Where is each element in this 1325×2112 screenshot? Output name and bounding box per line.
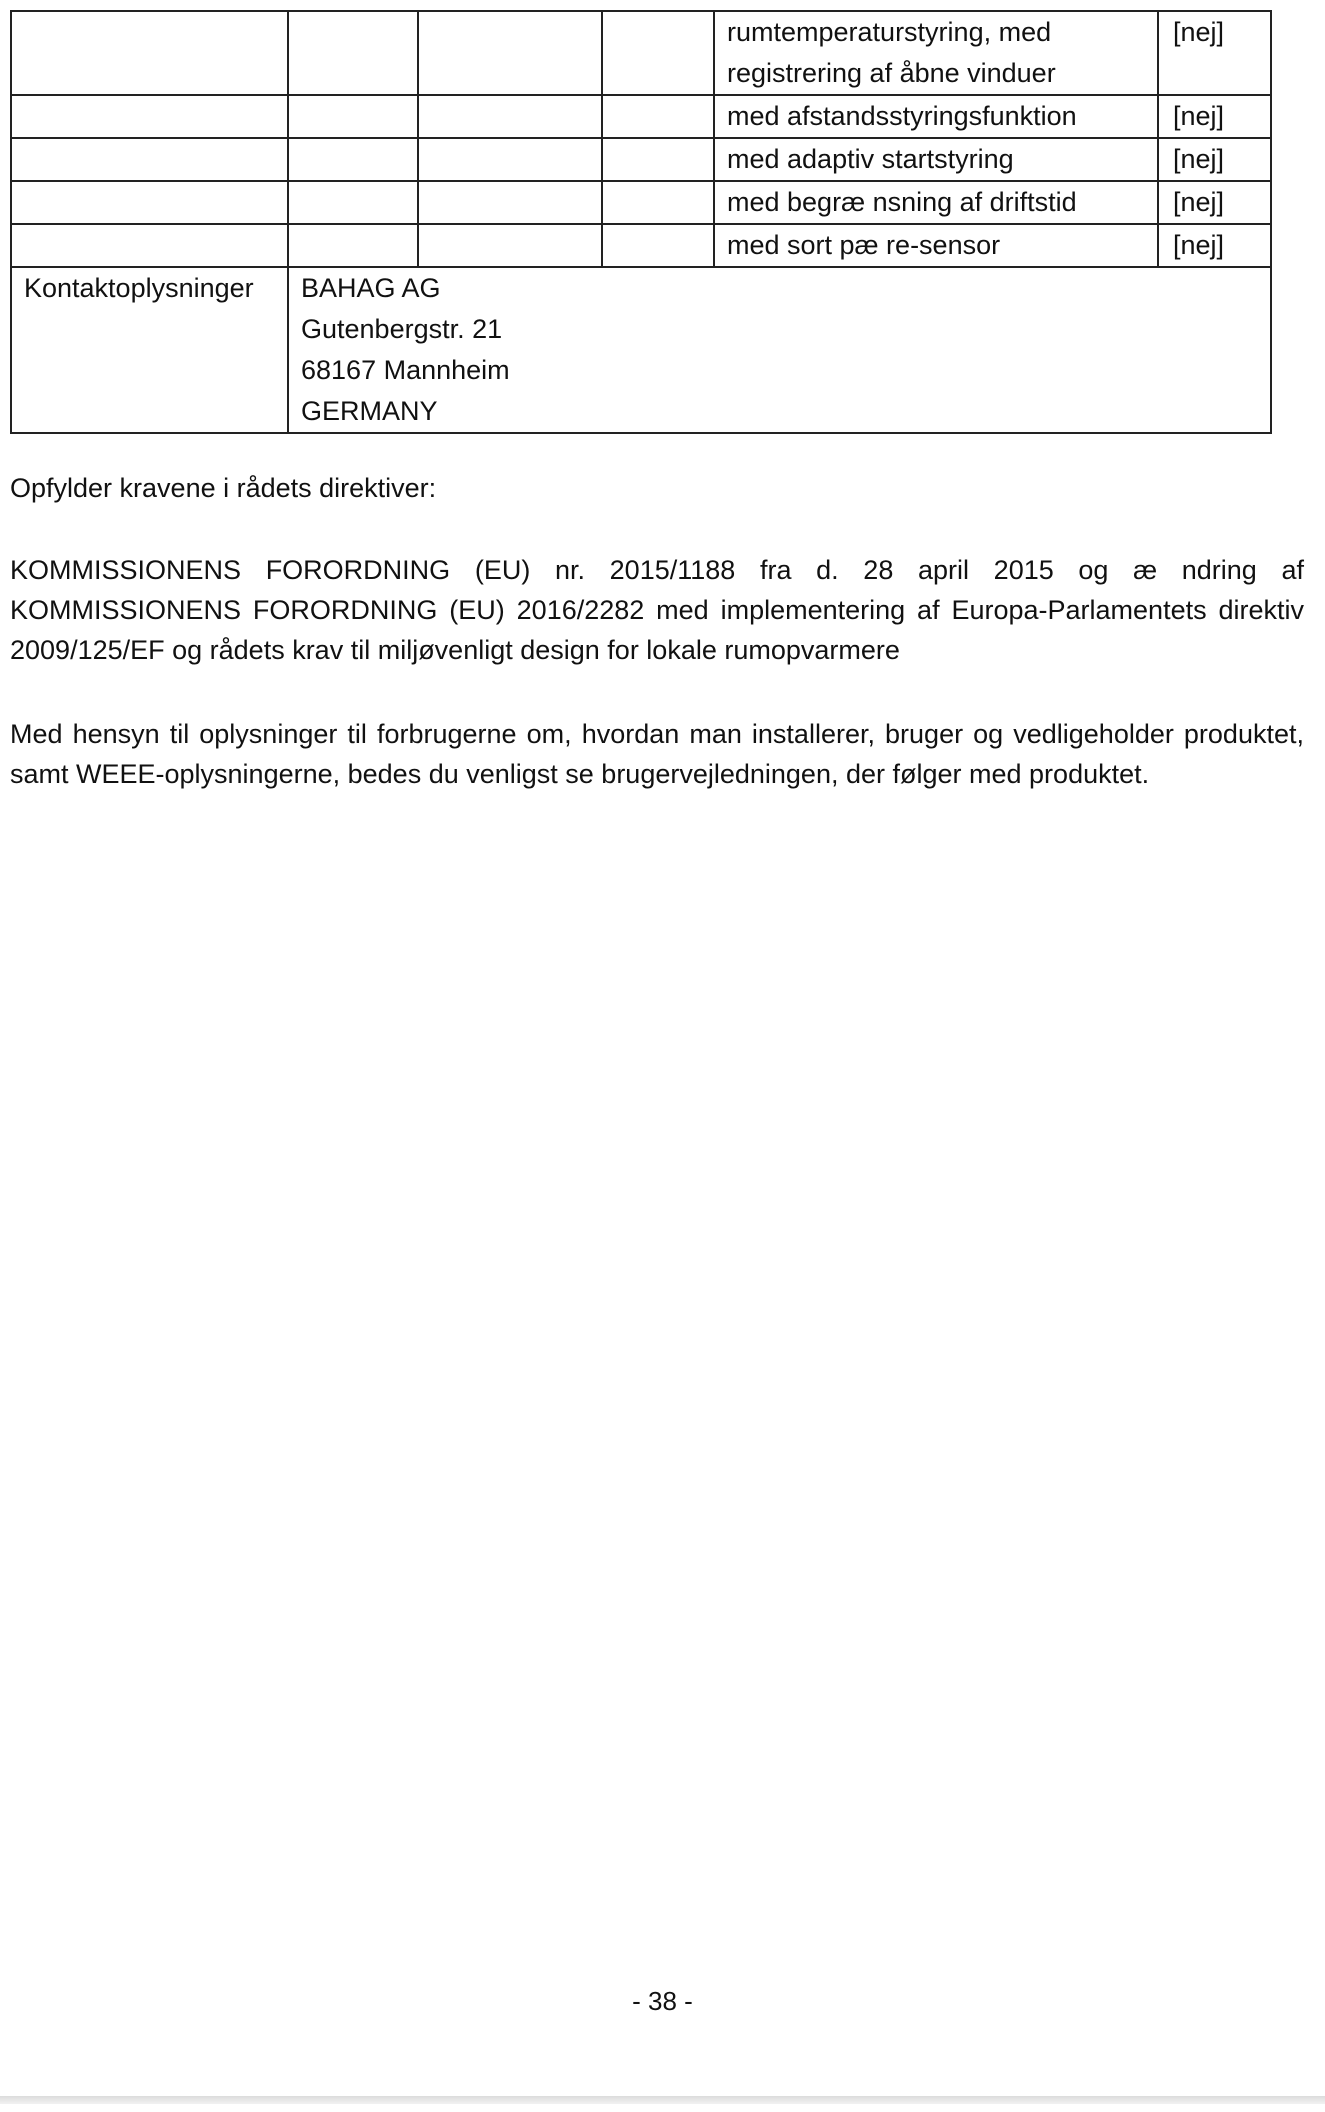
- empty-cell: [288, 95, 418, 138]
- table-row: [11, 138, 1271, 181]
- table-row: [11, 11, 1271, 95]
- empty-cell: [288, 138, 418, 181]
- regulation-paragraph: KOMMISSIONENS FORORDNING (EU) nr. 2015/1188 fra d. 28 april 2015 og æ ndring af KOMMISSIONENS FORORDNING (EU) 2016/2282 med implementering af Europa-Parlamentets direktiv 2009/125/EF og rådets krav til miljøvenligt design for lokale rumopvarmere: [10, 555, 1304, 665]
- consumer-info-paragraph: Med hensyn til oplysninger til forbrugerne om, hvordan man installerer, bruger og vedligeholder produktet, samt WEEE-oplysningerne, bedes du venligst se brugervejledningen, der følger med produktet.: [10, 719, 1304, 789]
- empty-cell: [11, 224, 288, 267]
- empty-cell: [288, 224, 418, 267]
- empty-cell: [11, 11, 288, 95]
- feature-value: [nej]: [1158, 11, 1271, 95]
- empty-cell: [602, 224, 714, 267]
- street-address: Gutenbergstr. 21: [301, 314, 503, 344]
- empty-cell: [11, 181, 288, 224]
- table-row: [11, 95, 1271, 138]
- feature-value: [nej]: [1158, 181, 1271, 224]
- postal-city: 68167 Mannheim: [301, 355, 510, 385]
- table-row: [11, 224, 1271, 267]
- contact-row: [11, 267, 1271, 433]
- empty-cell: [418, 95, 602, 138]
- directives-intro: Opfylder kravene i rådets direktiver:: [10, 473, 437, 503]
- empty-cell: [418, 224, 602, 267]
- empty-cell: [418, 138, 602, 181]
- contact-header: Kontaktoplysninger: [11, 267, 288, 433]
- country: GERMANY: [301, 396, 438, 426]
- contact-address: [288, 267, 1271, 433]
- page-number: - 38 -: [632, 1986, 693, 2016]
- table-row: [11, 181, 1271, 224]
- empty-cell: [418, 181, 602, 224]
- empty-cell: [11, 138, 288, 181]
- page-bottom-edge: [0, 2096, 1325, 2104]
- product-info-table: [10, 10, 1272, 434]
- empty-cell: [602, 95, 714, 138]
- empty-cell: [288, 181, 418, 224]
- feature-value: [nej]: [1158, 224, 1271, 267]
- empty-cell: [288, 11, 418, 95]
- feature-label: rumtemperaturstyring, med registrering af åbne vinduer: [714, 11, 1158, 95]
- empty-cell: [11, 95, 288, 138]
- feature-label: med begræ nsning af driftstid: [714, 181, 1158, 224]
- empty-cell: [602, 11, 714, 95]
- feature-label: med afstandsstyringsfunktion: [714, 95, 1158, 138]
- feature-label: med adaptiv startstyring: [714, 138, 1158, 181]
- empty-cell: [418, 11, 602, 95]
- company-name: BAHAG AG: [301, 273, 441, 303]
- feature-value: [nej]: [1158, 138, 1271, 181]
- empty-cell: [602, 138, 714, 181]
- feature-value: [nej]: [1158, 95, 1271, 138]
- feature-label: med sort pæ re-sensor: [714, 224, 1158, 267]
- empty-cell: [602, 181, 714, 224]
